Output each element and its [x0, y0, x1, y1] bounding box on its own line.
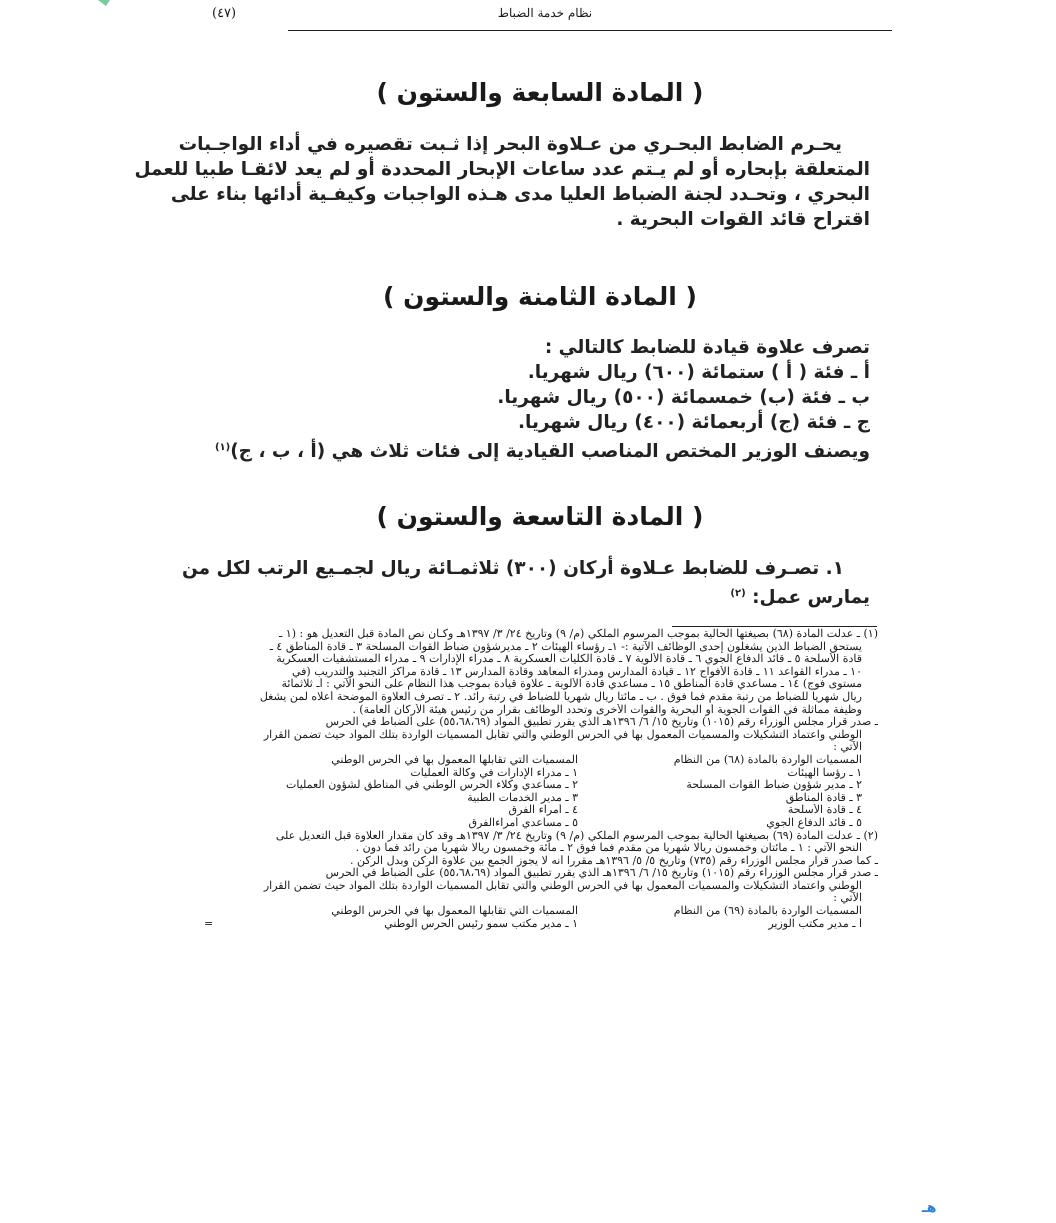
mapping-header-national-guard: المسميات التي تقابلها المعمول بها في الحرس الوطني: [331, 905, 578, 918]
article-69-line-text: يمارس عمل:: [752, 587, 870, 609]
article-68-line: [198, 435, 870, 464]
article-67-line: البحري ، وتحـدد لجنة الضباط العليا مدى هـذه الواجبات وكيفـية أدائها بناء على: [170, 184, 870, 205]
article-67-line: المتعلقة بإبحاره أو لم يـتم عدد ساعات الإبحار المحددة أو لم يعد لائقـا طبيا للعمل: [134, 159, 870, 180]
footnote-1-decision-line: الآتي :: [833, 741, 862, 754]
scan-mark: هـ: [922, 1200, 937, 1216]
mapping-cell-system: ٣ ـ قادة المناطق: [785, 791, 862, 804]
footnote-2-line: (٢) ـ عدلت المادة (٦٩) بصيغتها الحالية بموجب المرسوم الملكي (م/ ٩) وتاريخ ٢٤/ ٣/ ١٣٩٧هـ وقد كان مقدار العلاوة قبل التعديل على: [275, 829, 878, 842]
mapping-header-system: المسميات الواردة بالمادة (٦٩) من النظام: [673, 905, 862, 918]
article-67-line: اقتراح قائد القوات البحرية .: [616, 209, 870, 230]
article-69-body: [181, 556, 870, 610]
footnote-2-line: ـ كما صدر قرار مجلس الوزراء رقم (٧٣٥) وتاريخ ٥/ ٥/ ١٣٩٦هـ مقررا أنه لا يجوز الجمع بين علاوة الركن وبدل الركن .: [350, 854, 878, 867]
footnote-1-line: ريال شهريا للضباط من رتبة مقدم فما فوق . ب ـ مائتا ريال شهريا للضباط في رتبة رائد. ٢ ـ تصرف العلاوة الموضحة أعلاه لمن يشغل: [259, 690, 862, 703]
article-68-line-text: ويصنف الوزير المختص المناصب القيادية إلى فئات ثلاث هي (أ ، ب ، ج): [230, 441, 870, 463]
mapping-header-system: المسميات الواردة بالمادة (٦٨) من النظام: [673, 753, 862, 766]
page-number: (٤٧): [212, 6, 237, 21]
footnote-rule: [672, 626, 877, 627]
mapping-col-system: [578, 905, 878, 930]
footnote-1-decision-line: الوطني واعتماد التشكيلات والمسميات المعمول بها في الحرس الوطني والتي تقابل المسميات الواردة بتلك المواد حيث تضمن القرار: [263, 728, 862, 741]
mapping-cell-national-guard: ١ ـ مدراء الإدارات في وكالة العمليات: [410, 766, 578, 779]
footnotes: [198, 628, 878, 930]
mapping-col-national-guard: [198, 905, 578, 930]
footnote-1-line: مستوى فوج) ١٤ ـ مساعدي قادة المناطق ١٥ ـ مساعدي قادة الألوية ـ علاوة قيادة بموجب هذا النظام على النحو الآتي : أـ ثلاثمائة: [281, 678, 862, 691]
mapping-cell-system: ٥ ـ قائد الدفاع الجوي: [766, 816, 862, 829]
mapping-cell-national-guard: ٢ ـ مساعدي وكلاء الحرس الوطني في المناطق لشؤون العمليات: [285, 779, 578, 792]
footnote-1-decision-line: ـ صدر قرار مجلس الوزراء رقم (١٠١٥) وتاريخ ١٥/ ٦/ ١٣٩٦هـ الذي يقرر تطبيق المواد (٥٥،٦٨،٦٩) على الضباط في الحرس: [325, 716, 878, 729]
header-rule: [288, 30, 892, 31]
footnote-1-line: يستحق الضباط الذين يشغلون إحدى الوظائف الآتية :- ١ـ رؤساء الهيئات ٢ ـ مديرشؤون ضباط القوات المسلحة ٣ ـ قادة المناطق ٤ ـ: [269, 640, 862, 653]
footnote-2-line: النحو الآتي : ١ ـ مائتان وخمسون ريالا شهريا من مقدم فما فوق ٢ ـ مائة وخمسون ريالا شهرياً من رائد فما دون .: [355, 842, 862, 855]
article-68-title: ( المادة الثامنة والستون ): [383, 282, 697, 311]
header-title: نظام خدمة الضباط: [497, 6, 593, 20]
footnote-ref-1[interactable]: (١): [214, 442, 231, 453]
mapping-cell-national-guard: ٤ ـ أمراء الفرق: [508, 804, 578, 817]
article-68-line: أ ـ فئة ( أ ) ستمائة (٦٠٠) ريال شهريا.: [527, 362, 870, 383]
article-68-line: تصرف علاوة قيادة للضابط كالتالي :: [544, 337, 870, 358]
mapping-cell-national-guard: ٥ ـ مساعدي أمراءالفرق: [468, 816, 578, 829]
mapping-header-national-guard: المسميات التي تقابلها المعمول بها في الحرس الوطني: [331, 753, 578, 766]
mapping-col-national-guard: [198, 754, 578, 830]
mapping-cell-national-guard: ٣ ـ مدير الخدمات الطبية: [467, 791, 578, 804]
mapping-cell-system: ٤ ـ قادة الأسلحة: [787, 804, 862, 817]
article-67-body: [134, 132, 870, 232]
footnote-2-line: الوطني واعتماد التشكيلات والمسميات المعمول بها في الحرس الوطني والتي تقابل المسميات الواردة بتلك المواد حيث تضمن القرار: [263, 879, 862, 892]
mapping-col-system: [578, 754, 878, 830]
footnote-1-line: وظيفة مماثلة في القوات الجوية أو البحرية والقوات الأخرى وتحدد الوظائف بقرار من رئيس هيئة الأركان العامة) .: [352, 703, 862, 716]
article-68-body: [198, 335, 870, 464]
footnote-ref-2[interactable]: (٢): [730, 588, 746, 599]
mapping-cell-system: ١ ـ رؤسا الهيئات: [787, 766, 862, 779]
footnote-2-mapping-table: [198, 905, 878, 930]
article-67-title: ( المادة السابعة والستون ): [376, 78, 704, 107]
mapping-cell-national-guard: ١ ـ مدير مكتب سمو رئيس الحرس الوطني: [384, 917, 578, 930]
article-69-line: [198, 581, 870, 610]
article-69-line: ١. تصـرف للضابط عـلاوة أركان (٣٠٠) ثلاثمـائة ريال لجمـيع الرتب لكل من: [181, 558, 844, 579]
footnote-1-line: (١) ـ عدلت المادة (٦٨) بصيغتها الحالية بموجب المرسوم الملكي (م/ ٩) وتاريخ ٢٤/ ٣/ ١٣٩٧هـ وكـان نص المادة قبل التعديل هو : (١ ـ: [279, 628, 878, 640]
continuation-mark: =: [204, 917, 214, 931]
footnote-2-line: ـ صدر قرار مجلس الوزراء رقم (١٠١٥) وتاريخ ١٥/ ٦/ ١٣٩٦هـ الذي يقرر تطبيق المواد (٥٥،٦٨،٦٩) على الضباط في الحرس: [325, 867, 878, 880]
footnote-1-mapping-table: [198, 754, 878, 830]
footnote-1-line: قادة الأسلحة ٥ ـ قائد الدفاع الجوي ٦ ـ قادة الألوية ٧ ـ قادة الكليات العسكرية ٨ ـ مدراء الإدارات ٩ ـ مدراء المستشفيات العسكرية: [276, 653, 862, 666]
article-69-title: ( المادة التاسعة والستون ): [376, 502, 704, 531]
footnote-1-line: ١٠ ـ مدراء القواعد ١١ ـ قادة الأفواج ١٢ ـ قيادة المدارس ومدراء المعاهد وقادة المدارس ١٣ ـ قادة مراكز التجنيد والتدريب (في: [291, 665, 862, 678]
corner-tab-mark: [98, 0, 110, 6]
article-68-line: ج ـ فئة (ج) أربعمائة (٤٠٠) ريال شهريا.: [518, 412, 870, 433]
article-68-line: ب ـ فئة (ب) خمسمائة (٥٠٠) ريال شهريا.: [497, 387, 870, 408]
mapping-cell-system: أ ـ مدير مكتب الوزير: [768, 917, 862, 930]
footnote-2-line: الآتي :: [833, 892, 862, 905]
mapping-cell-system: ٢ ـ مدير شؤون ضباط القوات المسلحة: [686, 779, 862, 792]
article-67-line: يحـرم الضابط البحـري من عـلاوة البحر إذا ثـبت تقصيره في أداء الواجـبات: [178, 134, 842, 155]
